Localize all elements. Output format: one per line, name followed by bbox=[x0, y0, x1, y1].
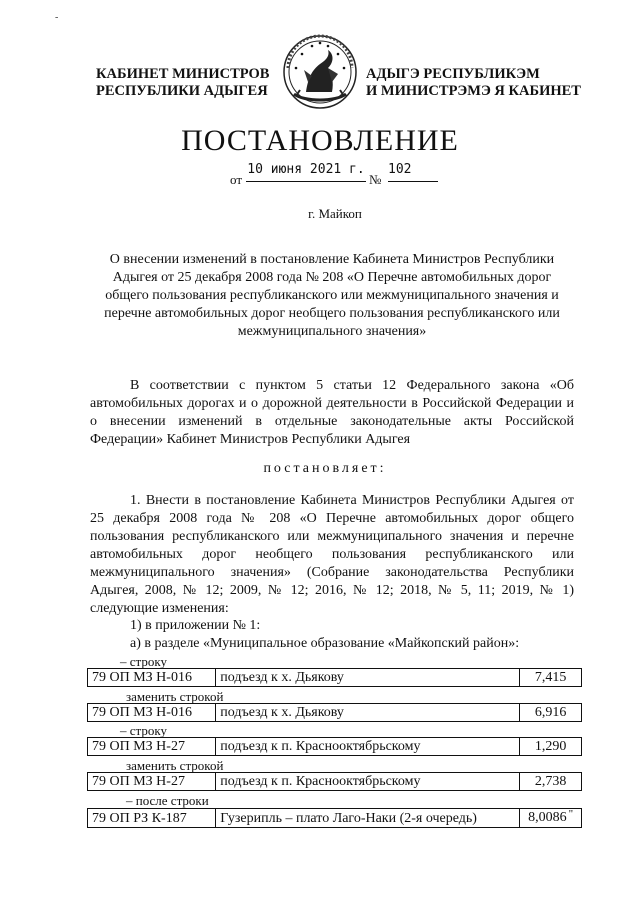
table-row bbox=[88, 704, 582, 722]
coat-of-arms-icon bbox=[282, 34, 358, 110]
date-prefix: от bbox=[230, 172, 243, 187]
row-label: – строку bbox=[120, 654, 167, 669]
preamble-paragraph: В соответствии с пунктом 5 статьи 12 Федерального закона «Об автомобильных дорогах и о дорожной деятельности в Российской Федерации и о внесении изменений в отдельные законодательные акты Российской Федерации» Кабинет Министров Республики Адыгея bbox=[90, 378, 574, 447]
city: г. Майкоп bbox=[308, 206, 362, 221]
number-sign: № bbox=[369, 172, 382, 187]
date-underline bbox=[246, 181, 366, 182]
road-code-cell: 79 ОП МЗ Н-016 bbox=[88, 669, 216, 687]
header-left-line1: КАБИНЕТ МИНИСТРОВ bbox=[96, 66, 270, 82]
decree-word: постановляет: bbox=[263, 461, 387, 476]
document-title: ПОСТАНОВЛЕНИЕ bbox=[181, 124, 459, 157]
road-length-cell: 2,738 bbox=[520, 773, 582, 791]
road-row-table bbox=[87, 772, 582, 791]
header-right-block bbox=[366, 66, 581, 100]
road-name-cell: подъезд к п. Краснооктябрьскому bbox=[216, 773, 520, 791]
road-row-table bbox=[87, 703, 582, 722]
road-length-cell: 6,916 bbox=[520, 704, 582, 722]
road-code-cell: 79 ОП МЗ Н-016 bbox=[88, 704, 216, 722]
header-right-line1: АДЫГЭ РЕСПУБЛИКЭМ bbox=[366, 66, 540, 82]
road-length-cell bbox=[520, 809, 582, 828]
row-label: – строку bbox=[120, 723, 167, 738]
replace-label: заменить строкой bbox=[126, 758, 224, 773]
document-date: 10 июня 2021 г. bbox=[247, 162, 365, 177]
road-row-table bbox=[87, 668, 582, 687]
table-row bbox=[88, 669, 582, 687]
subitem-1a: а) в разделе «Муниципальное образование «Майкопский район»: bbox=[130, 636, 520, 651]
road-length-cell: 7,415 bbox=[520, 669, 582, 687]
road-name-cell: подъезд к х. Дьякову bbox=[216, 704, 520, 722]
replace-label: заменить строкой bbox=[126, 689, 224, 704]
road-code-cell: 79 ОП РЗ К-187 bbox=[88, 809, 216, 828]
dateline bbox=[230, 162, 470, 186]
number-underline bbox=[388, 181, 438, 182]
road-name-cell: подъезд к х. Дьякову bbox=[216, 669, 520, 687]
document-subject: О внесении изменений в постановление Кабинета Министров Республики Адыгея от 25 декабря 2008 года № 208 «О Перечне автомобильных дорог общего пользования республиканского или межмуниципального значения и перечне автомобильных дорог необщего пользования республиканского или межмуниципального значения» bbox=[104, 252, 560, 339]
table-row bbox=[88, 809, 582, 828]
closing-quote-mark: " bbox=[568, 808, 574, 820]
road-length-value: 8,0086 bbox=[528, 810, 567, 825]
subitem-1: 1) в приложении № 1: bbox=[130, 618, 261, 633]
road-name-cell: подъезд к п. Краснооктябрьскому bbox=[216, 738, 520, 756]
header-right-line2: И МИНИСТРЭМЭ Я КАБИНЕТ bbox=[366, 83, 581, 99]
header-left-line2: РЕСПУБЛИКИ АДЫГЕЯ bbox=[96, 83, 268, 99]
header-left-block bbox=[96, 66, 286, 100]
after-row-label: – после строки bbox=[126, 793, 209, 808]
road-code-cell: 79 ОП МЗ Н-27 bbox=[88, 738, 216, 756]
road-length-cell: 1,290 bbox=[520, 738, 582, 756]
road-row-table bbox=[87, 808, 582, 828]
table-row bbox=[88, 773, 582, 791]
item-1-paragraph: 1. Внести в постановление Кабинета Министров Республики Адыгея от 25 декабря 2008 года № 208 «О Перечне автомобильных дорог общего пользования республиканского или межмуниципального значения и перечне автомобильных дорог необщего пользования республиканского или межмуниципального значения» (Собрание законодательства Республики Адыгея, 2008, № 12; 2009, № 12; 2016, № 12; 2018, № 5, 11; 2019, № 1) следующие изменения: bbox=[90, 493, 574, 616]
road-name-cell: Гузерипль – плато Лаго-Наки (2-я очередь) bbox=[216, 809, 520, 828]
document-number: 102 bbox=[388, 162, 412, 177]
corner-mark: - bbox=[55, 12, 59, 23]
road-row-table bbox=[87, 737, 582, 756]
road-code-cell: 79 ОП МЗ Н-27 bbox=[88, 773, 216, 791]
table-row bbox=[88, 738, 582, 756]
